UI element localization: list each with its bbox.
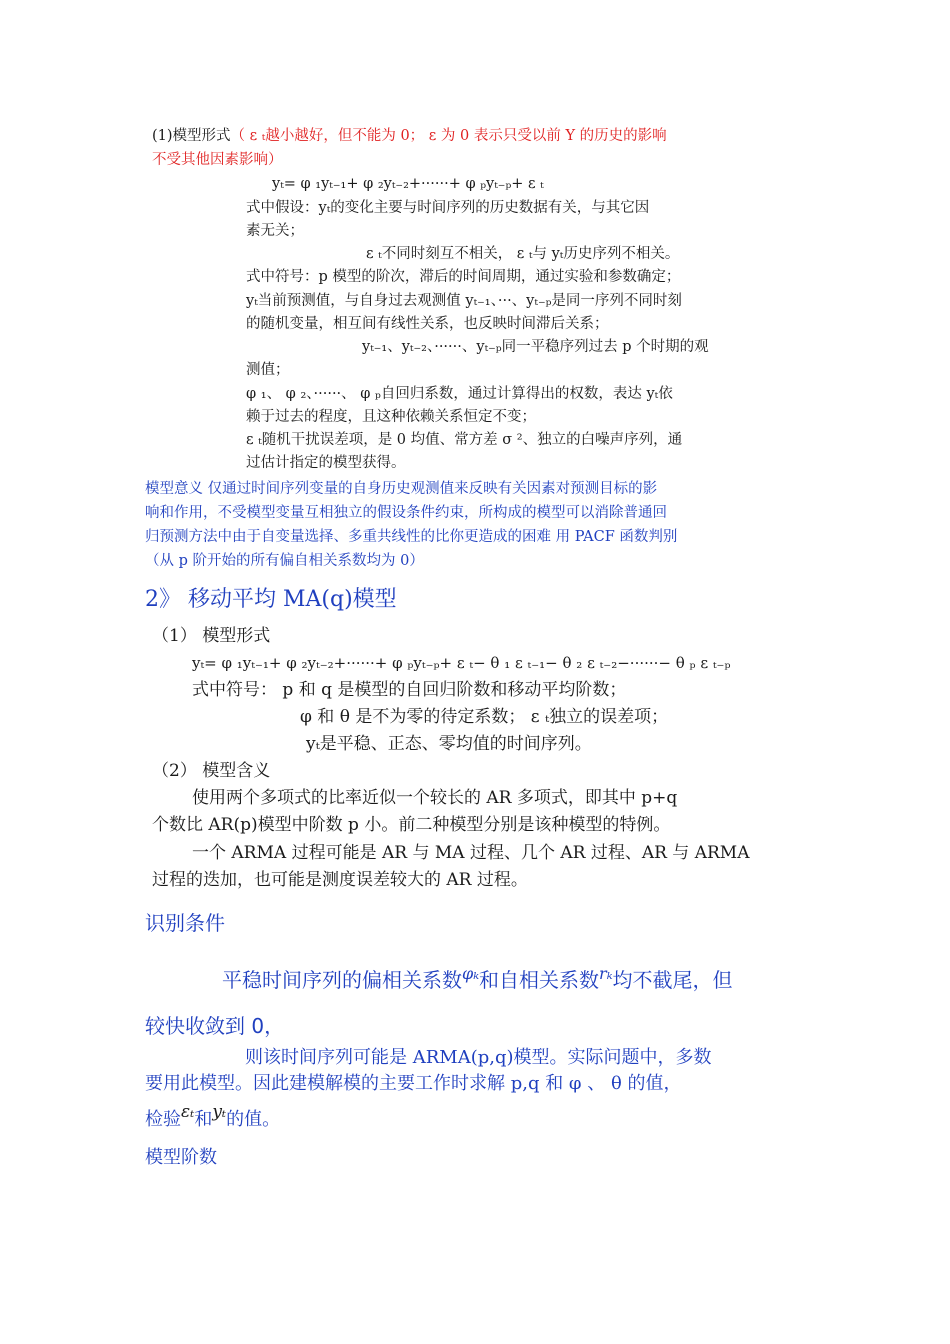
ar-symbol-8: ε ₜ随机干扰误差项，是 0 均值、常方差 σ ²、独立的白噪声序列，通 [246, 432, 683, 448]
ar-form-line1 [152, 124, 667, 148]
ar-symbol-5: 测值； [246, 362, 290, 378]
ar-formula: yₜ= φ ₁yₜ₋₁+ φ ₂yₜ₋₂+······+ φ ₚyₜ₋ₚ+ ε ₜ [272, 176, 544, 192]
ar-symbol-1: 式中符号：p 模型的阶次，滞后的时间周期，通过实验和参数确定； [246, 269, 681, 285]
identify-then-3c: 的值。 [226, 1109, 281, 1130]
ar-symbol-4: yₜ₋₁、yₜ₋₂、······、yₜ₋ₚ同一平稳序列过去 p 个时期的观 [362, 339, 709, 355]
ma-meaning-1: 使用两个多项式的比率近似一个较长的 AR 多项式，即其中 p+q [192, 788, 678, 808]
ma-symbol-2: φ 和 θ 是不为零的待定系数； ε ₜ独立的误差项； [300, 707, 669, 727]
epsilon-t-symbol: εₜ [181, 1102, 195, 1122]
ar-assume-2: 素无关； [246, 223, 304, 239]
ma-meaning-3: 一个 ARMA 过程可能是 AR 与 MA 过程、几个 AR 过程、AR 与 ARMA [192, 843, 750, 863]
ma-symbol-1: 式中符号： p 和 q 是模型的自回归阶数和移动平均阶数； [192, 680, 627, 700]
identify-then-3b: 和 [194, 1109, 213, 1130]
identify-condition-1c: 均不截尾，但 [612, 968, 733, 992]
model-order-title: 模型阶数 [145, 1147, 217, 1168]
ar-form-note: （ ε ₜ越小越好，但不能为 0； ε 为 0 表示只受以前 Y 的历史的影响 [230, 128, 667, 144]
identify-then-1: 则该时间序列可能是 ARMA(p,q)模型。实际问题中，多数 [245, 1047, 712, 1068]
ar-form-title: (1)模型形式 [152, 128, 231, 144]
ar-assume-3: ε ₜ不同时刻互不相关， ε ₜ与 yₜ历史序列不相关。 [366, 246, 680, 262]
ma-meaning-title: （2） 模型含义 [152, 761, 271, 781]
ar-symbol-2: yₜ当前预测值，与自身过去观测值 yₜ₋₁、···、yₜ₋ₚ是同一序列不同时刻 [246, 293, 682, 309]
identify-condition-1a: 平稳时间序列的偏相关系数 [222, 968, 462, 992]
identify-then-3a: 检验 [145, 1109, 181, 1130]
r-k-symbol: rₖ [599, 964, 613, 983]
identify-condition-2: 较快收敛到 0， [145, 1014, 285, 1038]
ma-heading: 2》 移动平均 MA(q)模型 [145, 587, 397, 612]
ar-meaning-3: 归预测方法中由于自变量选择、多重共线性的比你更造成的困难 用 PACF 函数判别 [145, 529, 678, 545]
ar-symbol-7: 赖于过去的程度，且这种依赖关系恒定不变； [246, 409, 536, 425]
ar-symbol-6: φ ₁、 φ ₂、······、 φ ₚ自回归系数，通过计算得出的权数，表达 yₜ依 [246, 386, 673, 402]
ar-assume-1: 式中假设：yₜ的变化主要与时间序列的历史数据有关，与其它因 [246, 200, 650, 216]
identify-then-3 [145, 1102, 281, 1134]
ar-symbol-9: 过估计指定的模型获得。 [246, 455, 406, 471]
identify-condition-1b: 和自相关系数 [479, 968, 600, 992]
ar-meaning-2: 响和作用，不受模型变量互相独立的假设条件约束，所构成的模型可以消除普通回 [145, 505, 667, 521]
identify-then-2: 要用此模型。因此建模解模的主要工作时求解 p,q 和 φ 、 θ 的值， [145, 1073, 682, 1094]
phi-k-symbol: φₖ [462, 964, 480, 983]
ma-form-title: （1） 模型形式 [152, 626, 271, 646]
ma-formula: yₜ= φ ₁yₜ₋₁+ φ ₂yₜ₋₂+······+ φ ₚyₜ₋ₚ+ ε ₜ− θ ₁ ε ₜ₋₁− θ ₂ ε ₜ₋₂−······− θ ₚ ε ₜ₋ₚ [192, 654, 731, 672]
identify-title: 识别条件 [145, 911, 225, 935]
ar-meaning-4: （从 p 阶开始的所有偏自相关系数均为 0） [145, 553, 424, 569]
ar-meaning-1: 模型意义 仅通过时间序列变量的自身历史观测值来反映有关因素对预测目标的影 [145, 481, 658, 497]
y-t-symbol: yₜ [212, 1102, 227, 1122]
ar-symbol-3: 的随机变量，相互间有线性关系，也反映时间滞后关系； [246, 316, 609, 332]
ma-meaning-4: 过程的迭加，也可能是测度误差较大的 AR 过程。 [152, 870, 528, 890]
ar-form-note-cont: 不受其他因素影响） [152, 152, 283, 168]
ma-meaning-2: 个数比 AR(p)模型中阶数 p 小。前二种模型分别是该种模型的特例。 [152, 815, 671, 835]
ma-symbol-3: yₜ是平稳、正态、零均值的时间序列。 [306, 734, 592, 754]
identify-condition-1 [222, 964, 733, 993]
